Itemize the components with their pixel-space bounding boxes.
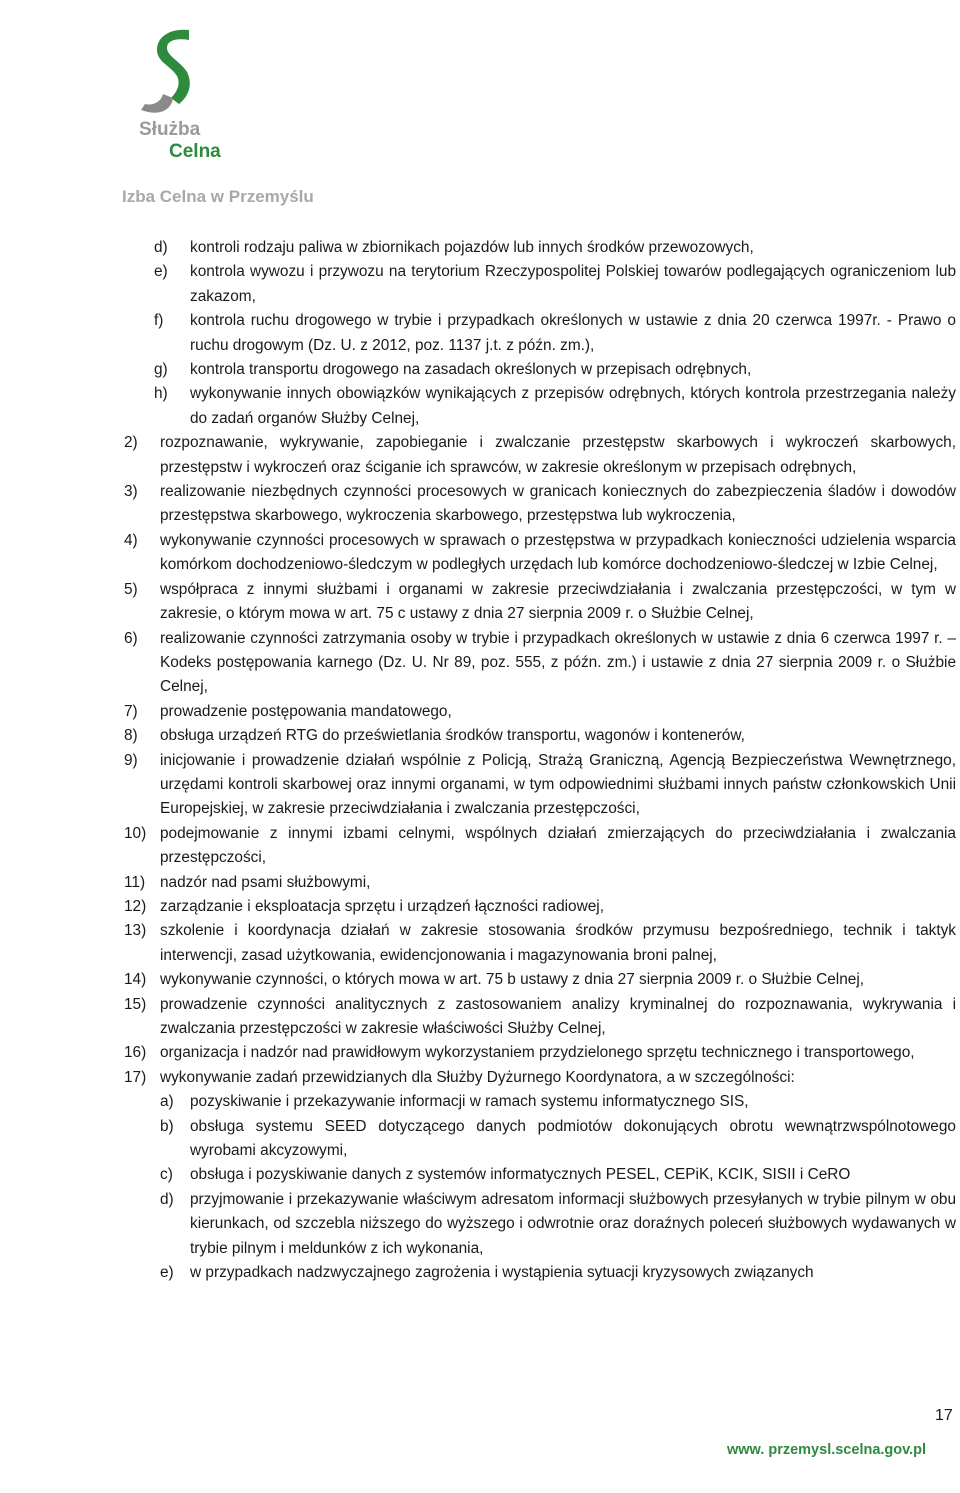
list-item: [154, 236, 956, 260]
page-number: 17: [935, 1407, 953, 1424]
list-text: wykonywanie innych obowiązków wynikających z przepisów odrębnych, których kontrola przestrzegania należy do zadań organów Służby Celnej,: [190, 385, 956, 427]
list-marker: g): [154, 361, 168, 379]
list-item: [124, 871, 956, 895]
list-marker: c): [160, 1166, 173, 1184]
list-item: [124, 1066, 956, 1090]
list-marker: 6): [124, 629, 138, 647]
list-text: przyjmowanie i przekazywanie właściwym adresatom informacji służbowych przesyłanych w trybie pilnym w obu kierunkach, od szczebla niższego do wyższego i odwrotnie oraz doraźnych poleceń służbowych wydawanych w trybie pilnym i meldunków z ich wykonania,: [190, 1190, 956, 1257]
list-marker: b): [160, 1117, 174, 1135]
list-item: [160, 1090, 956, 1114]
list-item: [124, 749, 956, 822]
sluzba-celna-logo: [137, 26, 197, 118]
list-text: nadzór nad psami służbowymi,: [160, 873, 371, 891]
list-marker: d): [154, 239, 168, 256]
list-item: [124, 968, 956, 992]
list-text: realizowanie niezbędnych czynności procesowych w granicach koniecznych do zabezpieczenia śladów i dowodów przestępstwa skarbowego, wykroczenia skarbowego, przestępstwa lub wykroczenia,: [160, 483, 956, 525]
list-text: obsługa i pozyskiwanie danych z systemów informatycznych PESEL, CEPiK, KCIK, SISII i CeRO: [190, 1166, 851, 1184]
list-item: [160, 1261, 956, 1285]
list-marker: 4): [124, 531, 138, 549]
list-marker: 2): [124, 434, 138, 452]
list-item: [160, 1163, 956, 1187]
list-text: kontrola wywozu i przywozu na terytorium Rzeczypospolitej Polskiej towarów podlegających ograniczeniom lub zakazom,: [190, 263, 956, 305]
office-name: Izba Celna w Przemyślu: [122, 187, 314, 206]
list-text: organizacja i nadzór nad prawidłowym wykorzystaniem przydzielonego sprzętu technicznego i transportowego,: [160, 1044, 915, 1062]
list-text: wykonywanie zadań przewidzianych dla Służby Dyżurnego Koordynatora, a w szczególności:: [160, 1068, 795, 1086]
list-item: [124, 627, 956, 700]
list-marker: 5): [124, 580, 138, 598]
list-text: kontrola transportu drogowego na zasadach określonych w przepisach odrębnych,: [190, 361, 752, 379]
list-marker: 10): [124, 824, 147, 842]
list-item: [124, 529, 956, 578]
list-text: wykonywanie czynności procesowych w sprawach o przestępstwa w przypadkach konieczności udzielenia wsparcia komórkom dochodzeniowo-śledczym w podległych urzędach lub komórce dochodzeniowo-śledczej w Izbie Celnej,: [160, 531, 956, 574]
list-marker: 12): [124, 897, 147, 915]
list-item: [124, 895, 956, 919]
list-item: [160, 1115, 956, 1164]
list-marker: 11): [124, 873, 146, 891]
list-text: obsługa urządzeń RTG do prześwietlania środków transportu, wagonów i kontenerów,: [160, 727, 745, 745]
list-item: [124, 480, 956, 529]
document-body: [124, 236, 956, 1285]
list-marker: e): [160, 1264, 174, 1282]
list-text: podejmowanie z innymi izbami celnymi, wspólnych działań zmierzających do przeciwdziałania i zwalczania przestępczości,: [160, 824, 956, 867]
list-item: [154, 358, 956, 382]
list-text: pozyskiwanie i przekazywanie informacji w ramach systemu informatycznego SIS,: [190, 1093, 749, 1111]
list-marker: 16): [124, 1044, 147, 1062]
list-item: [124, 993, 956, 1042]
list-item: [124, 1041, 956, 1065]
list-item: [160, 1188, 956, 1261]
list-text: zarządzanie i eksploatacja sprzętu i urządzeń łączności radiowej,: [160, 897, 604, 915]
list-item: [124, 578, 956, 627]
list-text: szkolenie i koordynacja działań w zakresie stosowania środków przymusu bezpośredniego, technik i taktyk interwencji, zasad użytkowania, ewidencjonowania i magazynowania broni palnej,: [160, 922, 956, 964]
list-marker: f): [154, 312, 164, 330]
brand-name: [139, 119, 221, 163]
list-text: realizowanie czynności zatrzymania osoby w trybie i przypadkach określonych w ustawie z dnia 6 czerwca 1997 r. – Kodeks postępowania karnego (Dz. U. Nr 89, poz. 555, z późn. zm.) i ustawie z dnia 27 sierpnia 2009 r. o Służbie Celnej,: [160, 629, 956, 696]
list-marker: 15): [124, 995, 147, 1013]
brand-line-2: Celna: [169, 141, 221, 162]
list-marker: 3): [124, 483, 138, 501]
list-item: [124, 700, 956, 724]
list-marker: h): [154, 385, 168, 403]
brand-line-1: Służba: [139, 119, 201, 140]
list-marker: e): [154, 263, 168, 281]
list-text: w przypadkach nadzwyczajnego zagrożenia i wystąpienia sytuacji kryzysowych związanych: [190, 1264, 814, 1282]
list-text: kontroli rodzaju paliwa w zbiornikach pojazdów lub innych środków przewozowych,: [190, 239, 754, 256]
list-item: [154, 260, 956, 309]
list-marker: 7): [124, 702, 138, 720]
list-text: kontrola ruchu drogowego w trybie i przypadkach określonych w ustawie z dnia 20 czerwca 1997r. - Prawo o ruchu drogowym (Dz. U. z 2012, poz. 1137 j.t. z późn. zm.),: [190, 312, 956, 354]
list-marker: 9): [124, 751, 138, 769]
list-text: współpraca z innymi służbami i organami w zakresie przeciwdziałania i zwalczania przestępczości, w tym w zakresie, o którym mowa w art. 75 c ustawy z dnia 27 sierpnia 2009 r. o Służbie Celnej,: [160, 580, 956, 623]
list-text: inicjowanie i prowadzenie działań wspólnie z Policją, Strażą Graniczną, Agencją Bezpieczeństwa Wewnętrznego, urzędami kontroli skarbowej oraz innymi organami, w tym odpowiednimi służbami innych państw członkowskich Unii Europejskiej, w zakresie przeciwdziałania i zwalczania przestępczości,: [160, 751, 956, 818]
list-marker: 8): [124, 727, 138, 745]
list-marker: 14): [124, 971, 147, 989]
website-footer: www. przemysl.scelna.gov.pl: [727, 1442, 927, 1458]
list-item: [124, 724, 956, 748]
list-text: prowadzenie czynności analitycznych z zastosowaniem analizy kryminalnej do rozpoznawania, wykrywania i zwalczania przestępczości w zakresie właściwości Służby Celnej,: [160, 995, 956, 1037]
list-text: obsługa systemu SEED dotyczącego danych podmiotów dokonujących obrotu wewnątrzwspólnotowego wyrobami akcyzowymi,: [190, 1117, 956, 1160]
list-item: [124, 919, 956, 968]
list-text: wykonywanie czynności, o których mowa w art. 75 b ustawy z dnia 27 sierpnia 2009 r. o Służbie Celnej,: [160, 971, 865, 989]
list-text: rozpoznawanie, wykrywanie, zapobieganie i zwalczanie przestępstw skarbowych i wykroczeń skarbowych, przestępstw i wykroczeń oraz ściganie ich sprawców, w zakresie określonym w przepisach odrębnych,: [160, 434, 956, 476]
list-marker: 17): [124, 1068, 147, 1086]
list-text: prowadzenie postępowania mandatowego,: [160, 702, 452, 720]
list-item: [124, 822, 956, 871]
list-marker: 13): [124, 922, 147, 940]
list-item: [124, 431, 956, 480]
list-marker: d): [160, 1190, 174, 1208]
list-item: [154, 309, 956, 358]
list-marker: a): [160, 1093, 174, 1111]
list-item: [154, 382, 956, 431]
